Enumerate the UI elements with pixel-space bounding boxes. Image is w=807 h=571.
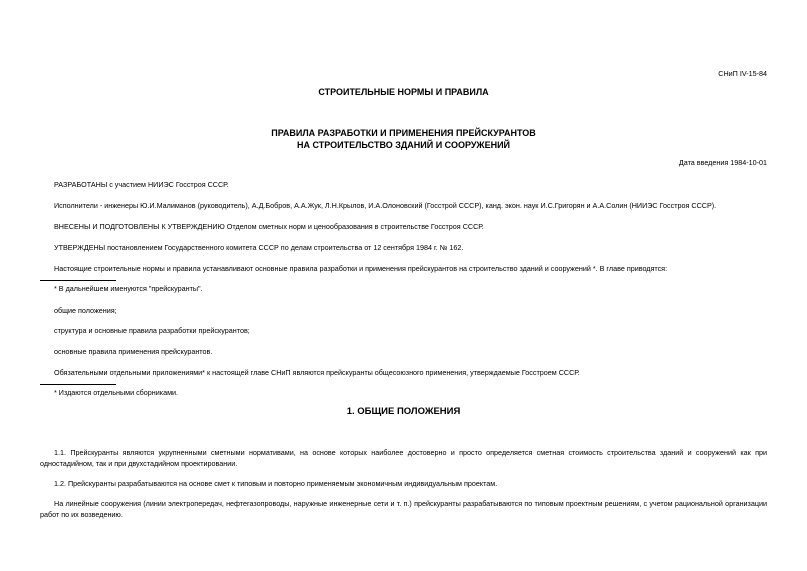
footnote-2: * Издаются отдельными сборниками.	[54, 388, 179, 397]
list-item: основные правила применения прейскурантов.	[54, 347, 213, 356]
list-item: общие положения;	[54, 306, 117, 315]
appendices-paragraph: Обязательными отдельными приложениями* к настоящей главе СНиП являются прейскуранты общесоюзного применения, утверждаемые Госстроем СССР.	[54, 368, 580, 377]
footnote-1: * В дальнейшем именуются "прейскуранты".	[54, 284, 203, 293]
document-title	[0, 127, 807, 151]
paragraph-1-1: 1.1. Прейскуранты являются укрупненными сметными нормативами, на основе которых наиболее достоверно и просто определяется сметная стоимость строительства зданий и сооружений как при одностадийном, так и при двухстадийном проектировании.	[40, 448, 767, 468]
document-title-line2: НА СТРОИТЕЛЬСТВО ЗДАНИЙ И СООРУЖЕНИЙ	[296, 140, 511, 150]
effective-date: Дата введения 1984-10-01	[678, 158, 767, 167]
approved-by: УТВЕРЖДЕНЫ постановлением Государственного комитета СССР по делам строительства от 12 сентября 1984 г. № 162.	[54, 243, 464, 252]
submitted-by: ВНЕСЕНЫ И ПОДГОТОВЛЕНЫ К УТВЕРЖДЕНИЮ Отделом сметных норм и ценообразования в строительстве Госстроя СССР.	[54, 222, 484, 231]
executors: Исполнители - инженеры Ю.И.Малиманов (руководитель), А.Д.Бобров, А.А.Жук, Л.Н.Крылов, И.А.Олоновский (Госстрой СССР), канд. экон. наук И.С.Григорян и А.А.Солин (НИИЭС Госстроя СССР).	[54, 201, 717, 210]
footnote-divider	[40, 280, 116, 281]
section-title: 1. ОБЩИЕ ПОЛОЖЕНИЯ	[346, 406, 461, 417]
paragraph-1-2: 1.2. Прейскуранты разрабатываются на основе смет к типовым и повторно применяемым экономичным индивидуальным проектам.	[54, 479, 498, 488]
norms-title: СТРОИТЕЛЬНЫЕ НОРМЫ И ПРАВИЛА	[318, 87, 489, 97]
document-title-line1: ПРАВИЛА РАЗРАБОТКИ И ПРИМЕНЕНИЯ ПРЕЙСКУРАНТОВ	[271, 128, 536, 138]
footnote-divider	[40, 384, 116, 385]
developed-by: РАЗРАБОТАНЫ с участием НИИЭС Госстроя СССР.	[54, 180, 229, 189]
paragraph-1-2-continued: На линейные сооружения (линии электропередач, нефтегазопроводы, наружные инженерные сети и т. п.) прейскуранты разрабатываются по типовым проектным решениям, с учетом рациональной организации работ по их возведению.	[40, 499, 767, 519]
list-item: структура и основные правила разработки прейскурантов;	[54, 326, 250, 335]
scope-paragraph: Настоящие строительные нормы и правила устанавливают основные правила разработки и применения прейскурантов на строительство зданий и сооружений *. В главе приводятся:	[54, 264, 668, 273]
document-code: СНиП IV-15-84	[718, 69, 767, 78]
